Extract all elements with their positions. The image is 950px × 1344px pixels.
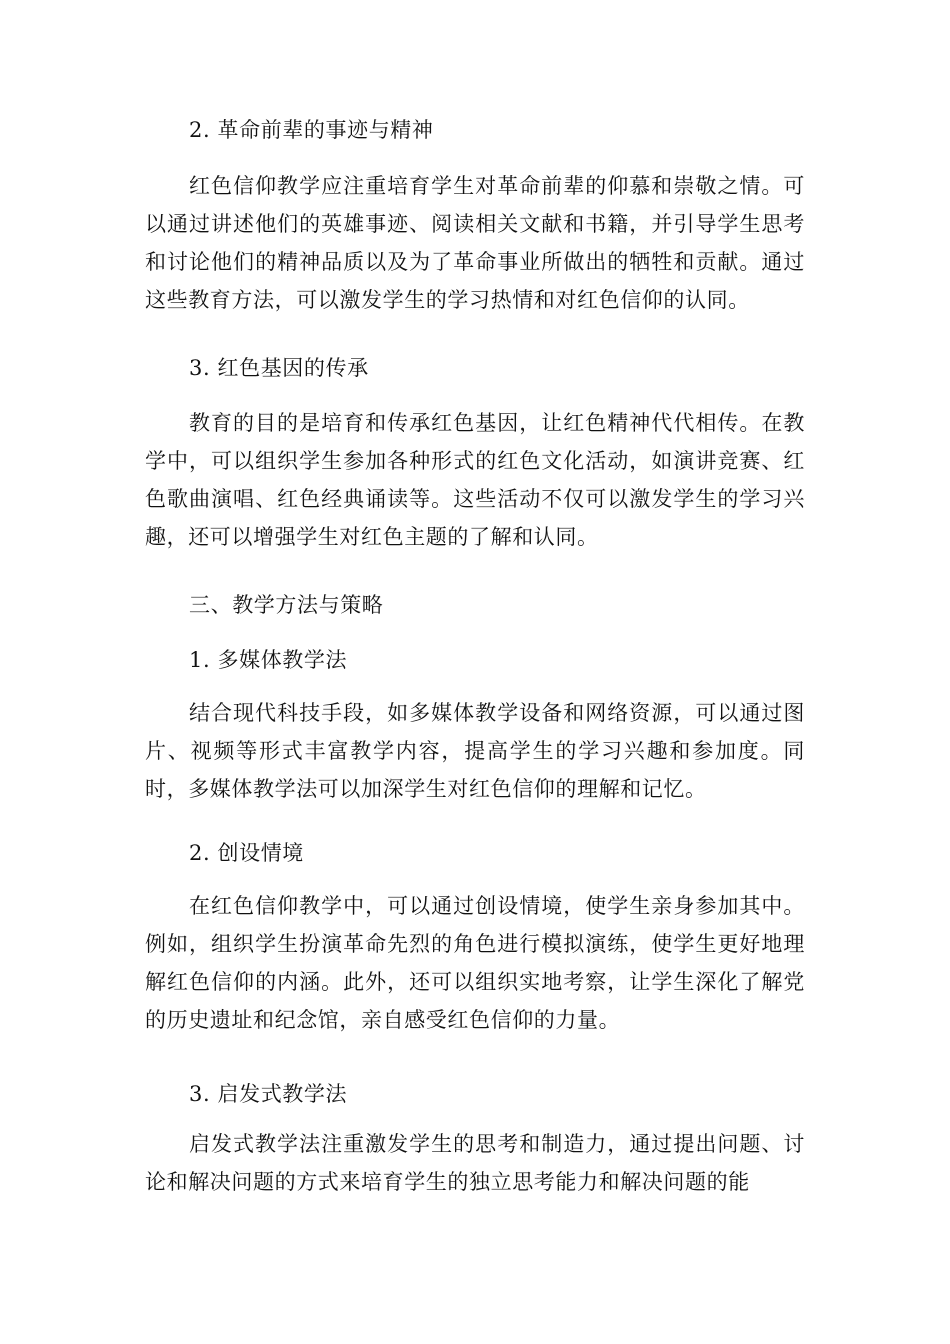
body-paragraph: 在红色信仰教学中，可以通过创设情境，使学生亲身参加其中。例如，组织学生扮演革命先烈的角色进行模拟演练，使学生更好地理解红色信仰的内涵。此外，还可以组织实地考察，让学生深化了解党的历史遗址和纪念馆，亲自感受红色信仰的力量。 xyxy=(145,894,805,1032)
body-paragraph: 红色信仰教学应注重培育学生对革命前辈的仰慕和崇敬之情。可以通过讲述他们的英雄事迹、阅读相关文献和书籍，并引导学生思考和讨论他们的精神品质以及为了革命事业所做出的牺牲和贡献。通过这些教育方法，可以激发学生的学习热情和对红色信仰的认同。 xyxy=(145,174,805,312)
section-heading: 2. 创设情境 xyxy=(189,841,304,865)
body-paragraph: 教育的目的是培育和传承红色基因，让红色精神代代相传。在教学中，可以组织学生参加各种形式的红色文化活动，如演讲竞赛、红色歌曲演唱、红色经典诵读等。这些活动不仅可以激发学生的学习兴趣，还可以增强学生对红色主题的了解和认同。 xyxy=(145,411,805,549)
section-heading: 2. 革命前辈的事迹与精神 xyxy=(189,118,434,142)
section-heading: 3. 红色基因的传承 xyxy=(189,356,369,380)
chapter-heading: 三、教学方法与策略 xyxy=(189,593,384,617)
section-heading: 1. 多媒体教学法 xyxy=(189,648,348,672)
section-heading: 3. 启发式教学法 xyxy=(189,1082,348,1106)
body-paragraph: 启发式教学法注重激发学生的思考和制造力，通过提出问题、讨论和解决问题的方式来培育学生的独立思考能力和解决问题的能 xyxy=(145,1132,805,1194)
body-paragraph: 结合现代科技手段，如多媒体教学设备和网络资源，可以通过图片、视频等形式丰富教学内容，提高学生的学习兴趣和参加度。同时，多媒体教学法可以加深学生对红色信仰的理解和记忆。 xyxy=(145,701,805,801)
